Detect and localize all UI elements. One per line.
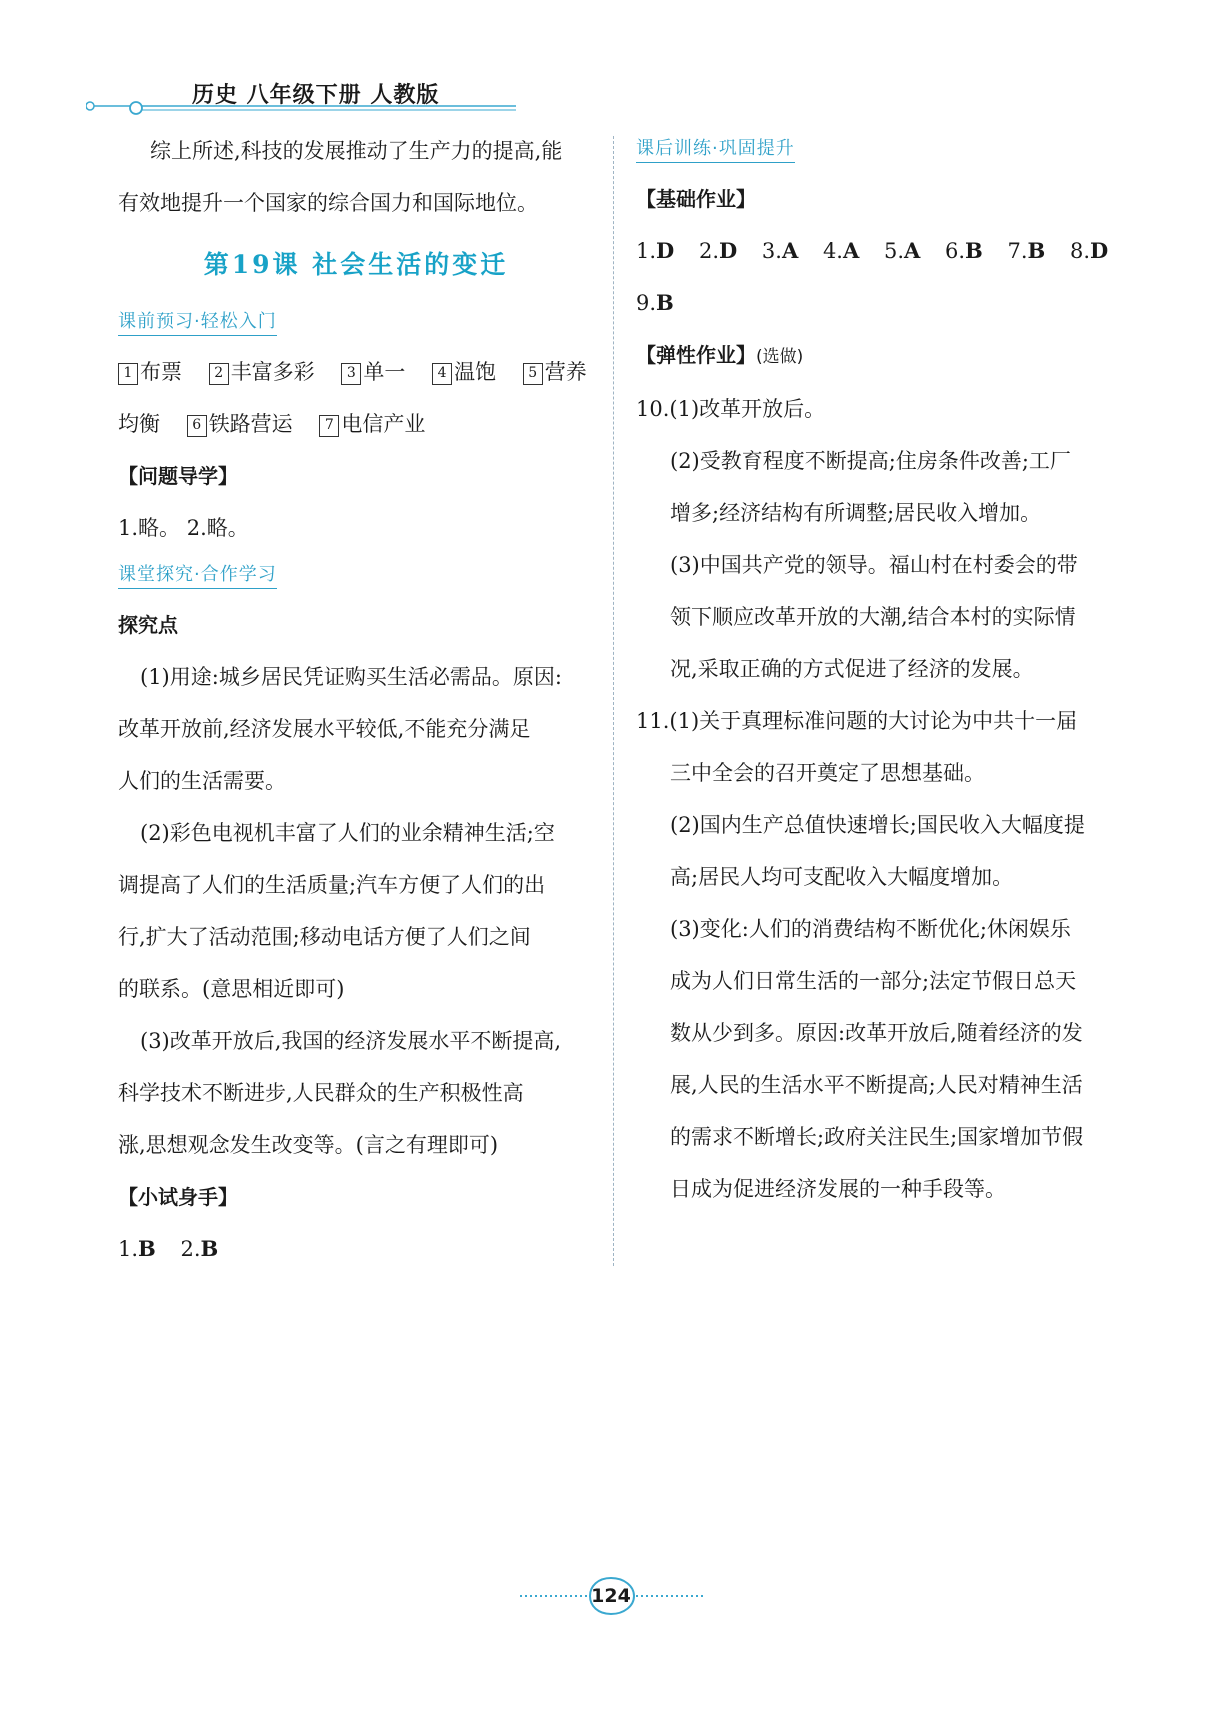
q11-line: 高;居民人均可支配收入大幅度增加。 xyxy=(670,865,1014,889)
q10-line: 10.(1)改革开放后。 xyxy=(636,397,826,421)
try-answers xyxy=(118,1223,594,1275)
answer-item xyxy=(118,1237,156,1261)
preview-item xyxy=(432,360,496,384)
explore-line: 人们的生活需要。 xyxy=(118,769,286,793)
boxed-number: 6 xyxy=(187,415,207,437)
page-footer xyxy=(520,1576,704,1616)
explore-line: 改革开放前,经济发展水平较低,不能充分满足 xyxy=(118,717,531,741)
boxed-number: 4 xyxy=(432,363,452,385)
right-column xyxy=(636,128,1122,1215)
left-column xyxy=(118,125,594,1275)
explore-line: 的联系。(意思相近即可) xyxy=(118,977,345,1001)
explore-line: 调提高了人们的生活质量;汽车方便了人们的出 xyxy=(118,873,546,897)
preview-item xyxy=(319,412,425,436)
q11-line: 数从少到多。原因:改革开放后,随着经济的发 xyxy=(670,1021,1083,1045)
basic-heading: 【基础作业】 xyxy=(636,187,756,211)
basic-answers-line xyxy=(636,277,1122,329)
section-tag-preview: 课前预习·轻松入门 xyxy=(118,309,277,336)
preview-item-continuation: 均衡 xyxy=(118,412,160,436)
running-header-title: 历史 八年级下册 人教版 xyxy=(192,83,440,108)
explore-line: 涨,思想观念发生改变等。(言之有理即可) xyxy=(118,1133,499,1157)
optional-note: (选做) xyxy=(756,347,804,367)
preview-item-text: 营养 xyxy=(544,360,587,384)
q10-line: 况,采取正确的方式促进了经济的发展。 xyxy=(670,657,1034,681)
page-number: 124 xyxy=(591,1585,631,1607)
boxed-number: 2 xyxy=(209,363,229,385)
header-rule-decoration xyxy=(86,101,516,115)
q11-line: 三中全会的召开奠定了思想基础。 xyxy=(670,761,985,785)
q11-line: 11.(1)关于真理标准问题的大讨论为中共十一届 xyxy=(636,709,1078,733)
explore-line: 科学技术不断进步,人民群众的生产积极性高 xyxy=(118,1081,524,1105)
answer-item: 2.D xyxy=(698,238,738,263)
boxed-number: 7 xyxy=(319,415,339,437)
answer-item: 1.D xyxy=(636,238,675,263)
intro-line: 综上所述,科技的发展推动了生产力的提高,能 xyxy=(150,139,563,163)
answer-item xyxy=(180,1237,218,1261)
section-tag-class: 课堂探究·合作学习 xyxy=(118,562,277,589)
preview-answers-line xyxy=(118,398,594,450)
q10-line: (3)中国共产党的领导。福山村在村委会的带 xyxy=(670,553,1078,577)
preview-answers-line xyxy=(118,346,594,398)
explore-line: (3)改革开放后,我国的经济发展水平不断提高, xyxy=(140,1029,562,1053)
basic-answers-line xyxy=(636,225,1122,277)
preview-item xyxy=(187,412,293,436)
q10-line: 领下顺应改革开放的大潮,结合本村的实际情 xyxy=(670,605,1076,629)
answer-item: 9.B xyxy=(636,290,674,315)
preview-item xyxy=(209,360,315,384)
try-heading: 【小试身手】 xyxy=(118,1185,238,1209)
boxed-number: 5 xyxy=(523,363,543,385)
answer-number: 2. xyxy=(180,1237,201,1261)
preview-item xyxy=(341,360,405,384)
answer-letter: B xyxy=(200,1236,219,1261)
problem-answers: 1.略。 2.略。 xyxy=(118,516,249,540)
q10-line: (2)受教育程度不断提高;住房条件改善;工厂 xyxy=(670,449,1071,473)
preview-item-text: 铁路营运 xyxy=(208,412,293,436)
preview-item-text: 温饱 xyxy=(454,360,497,384)
answer-item: 5.A xyxy=(883,238,921,263)
elastic-heading: 【弹性作业】(选做) xyxy=(636,343,804,367)
lesson-title: 第19课 社会生活的变迁 xyxy=(203,250,509,279)
answer-item: 8.D xyxy=(1069,238,1109,263)
answer-item: 3.A xyxy=(761,238,799,263)
column-divider xyxy=(613,136,614,1266)
problem-heading: 【问题导学】 xyxy=(118,464,238,488)
explore-line: (1)用途:城乡居民凭证购买生活必需品。原因: xyxy=(140,665,562,689)
q11-line: 成为人们日常生活的一部分;法定节假日总天 xyxy=(670,969,1077,993)
q11-line: 日成为促进经济发展的一种手段等。 xyxy=(670,1177,1006,1201)
explore-line: 行,扩大了活动范围;移动电话方便了人们之间 xyxy=(118,925,531,949)
answer-letter: B xyxy=(138,1236,156,1261)
explore-heading: 探究点 xyxy=(118,613,178,637)
answer-item: 6.B xyxy=(945,238,983,263)
answer-item: 7.B xyxy=(1007,238,1046,263)
q10-line: 增多;经济结构有所调整;居民收入增加。 xyxy=(670,501,1042,525)
intro-line: 有效地提升一个国家的综合国力和国际地位。 xyxy=(118,191,538,215)
boxed-number: 1 xyxy=(118,363,138,385)
preview-item-text: 电信产业 xyxy=(341,412,426,436)
q11-line: 的需求不断增长;政府关注民生;国家增加节假 xyxy=(670,1125,1084,1149)
preview-item xyxy=(523,360,587,384)
q11-line: (2)国内生产总值快速增长;国民收入大幅度提 xyxy=(670,813,1085,837)
preview-item xyxy=(118,360,182,384)
q11-line: (3)变化:人们的消费结构不断优化;休闲娱乐 xyxy=(670,917,1071,941)
preview-item-text: 布票 xyxy=(140,360,182,384)
explore-line: (2)彩色电视机丰富了人们的业余精神生活;空 xyxy=(140,821,555,845)
boxed-number: 3 xyxy=(341,363,361,385)
answer-number: 1. xyxy=(118,1237,139,1261)
answer-item: 4.A xyxy=(822,238,860,263)
preview-item-text: 丰富多彩 xyxy=(230,360,315,384)
section-tag-after-class: 课后训练·巩固提升 xyxy=(636,136,795,163)
preview-item-text: 单一 xyxy=(363,360,406,384)
q11-line: 展,人民的生活水平不断提高;人民对精神生活 xyxy=(670,1073,1083,1097)
